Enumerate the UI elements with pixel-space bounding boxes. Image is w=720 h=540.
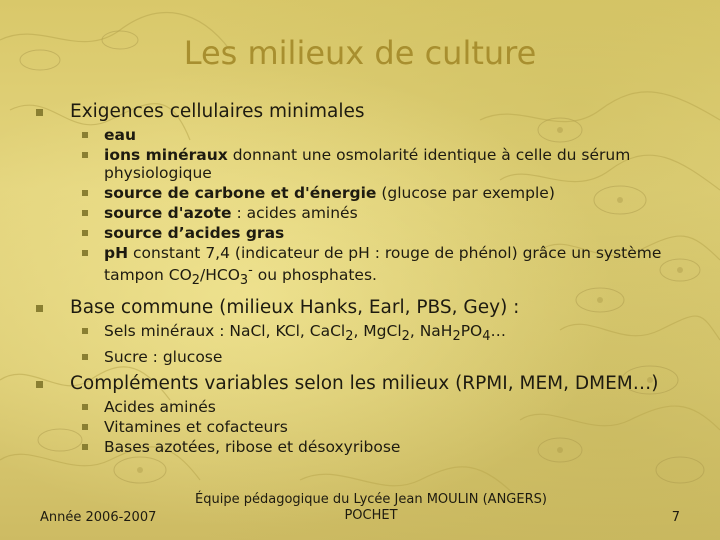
square-bullet-icon xyxy=(82,190,88,196)
item-text: Vitamines et cofacteurs xyxy=(104,418,288,437)
footer-credit-line2: POCHET xyxy=(344,508,398,523)
section-heading-text: Compléments variables selon les milieux (RPMI, MEM, DMEM…) xyxy=(70,373,659,395)
item-text: constant 7,4 (indicateur de pH : rouge de phénol) grâce un système tampon $CO_2/HCO_3^-$ ou phosphates. xyxy=(104,244,662,289)
square-bullet-icon xyxy=(82,444,88,450)
item-keyword: source d'azote xyxy=(104,204,232,222)
item-keyword: source de carbone et d'énergie xyxy=(104,184,377,202)
section-heading-text: Exigences cellulaires minimales xyxy=(70,101,365,122)
list-item xyxy=(82,224,696,242)
item-keyword: ions minéraux xyxy=(104,146,228,164)
section-heading-complements xyxy=(36,372,696,396)
sublist-base xyxy=(82,322,696,366)
square-bullet-icon xyxy=(36,305,43,312)
section-heading-exigences xyxy=(36,100,696,124)
list-item xyxy=(82,418,696,436)
list-item xyxy=(82,398,696,416)
list-item xyxy=(82,204,696,222)
slide-title: Les milieux de culture xyxy=(183,34,537,72)
item-text: donnant une osmolarité identique à celle du sérum physiologique xyxy=(104,146,631,182)
section-heading-text: Base commune (milieux Hanks, Earl, PBS, Gey) : xyxy=(70,297,520,319)
list-item xyxy=(82,438,696,456)
square-bullet-icon xyxy=(82,404,88,410)
content xyxy=(36,100,696,458)
list-item xyxy=(82,184,696,202)
square-bullet-icon xyxy=(82,152,88,158)
square-bullet-icon xyxy=(82,354,88,360)
sublist-complements xyxy=(82,398,696,456)
footer-year: Année 2006-2007 xyxy=(40,510,157,525)
list-item xyxy=(82,244,696,290)
item-text: Bases azotées, ribose et désoxyribose xyxy=(104,438,401,457)
square-bullet-icon xyxy=(82,230,88,236)
page-number: 7 xyxy=(671,510,680,525)
square-bullet-icon xyxy=(82,424,88,430)
item-text: (glucose par exemple) xyxy=(376,184,555,202)
footer-credit-line1: Équipe pédagogique du Lycée Jean MOULIN (ANGERS) xyxy=(195,492,547,507)
list-item xyxy=(82,126,696,144)
item-text: Acides aminés xyxy=(104,398,216,417)
square-bullet-icon xyxy=(82,250,88,256)
list-item xyxy=(82,348,696,366)
item-keyword: source d’acides gras xyxy=(104,224,285,242)
square-bullet-icon xyxy=(82,132,88,138)
list-item xyxy=(82,322,696,346)
square-bullet-icon xyxy=(82,210,88,216)
square-bullet-icon xyxy=(36,381,43,388)
footer-credit xyxy=(190,492,552,524)
square-bullet-icon xyxy=(82,328,88,334)
sublist-exigences xyxy=(82,126,696,290)
square-bullet-icon xyxy=(36,109,43,116)
item-text: : acides aminés xyxy=(231,204,358,222)
section-heading-base xyxy=(36,296,696,320)
item-keyword: pH xyxy=(104,244,129,262)
list-item xyxy=(82,146,696,182)
item-text: Sucre : glucose xyxy=(104,348,223,367)
item-text: Sels minéraux : NaCl, KCl, CaCl$_2$, MgCl$_2$, $NaH_2PO_4\dots$ xyxy=(104,322,506,345)
item-keyword: eau xyxy=(104,126,137,144)
